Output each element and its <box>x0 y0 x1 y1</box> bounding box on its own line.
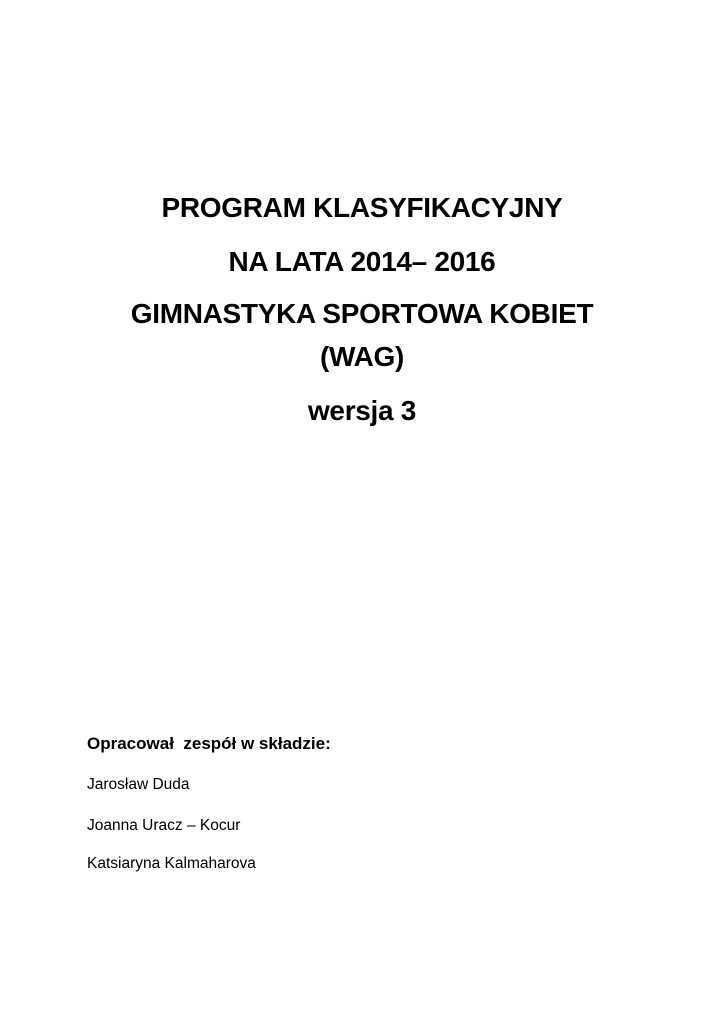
title-line-abbreviation: (WAG) <box>319 341 405 372</box>
author-name: Joanna Uracz – Kocur <box>87 817 241 834</box>
title-line-program: PROGRAM KLASYFIKACYJNY <box>161 192 563 223</box>
title-line-discipline: GIMNASTYKA SPORTOWA KOBIET <box>130 298 594 329</box>
author-name: Katsiaryna Kalmaharova <box>87 855 256 872</box>
title-line-years: NA LATA 2014– 2016 <box>228 246 496 277</box>
author-name: Jarosław Duda <box>87 776 190 793</box>
title-line-version: wersja 3 <box>307 395 417 426</box>
authors-heading: Opracował zespół w składzie: <box>87 734 331 753</box>
